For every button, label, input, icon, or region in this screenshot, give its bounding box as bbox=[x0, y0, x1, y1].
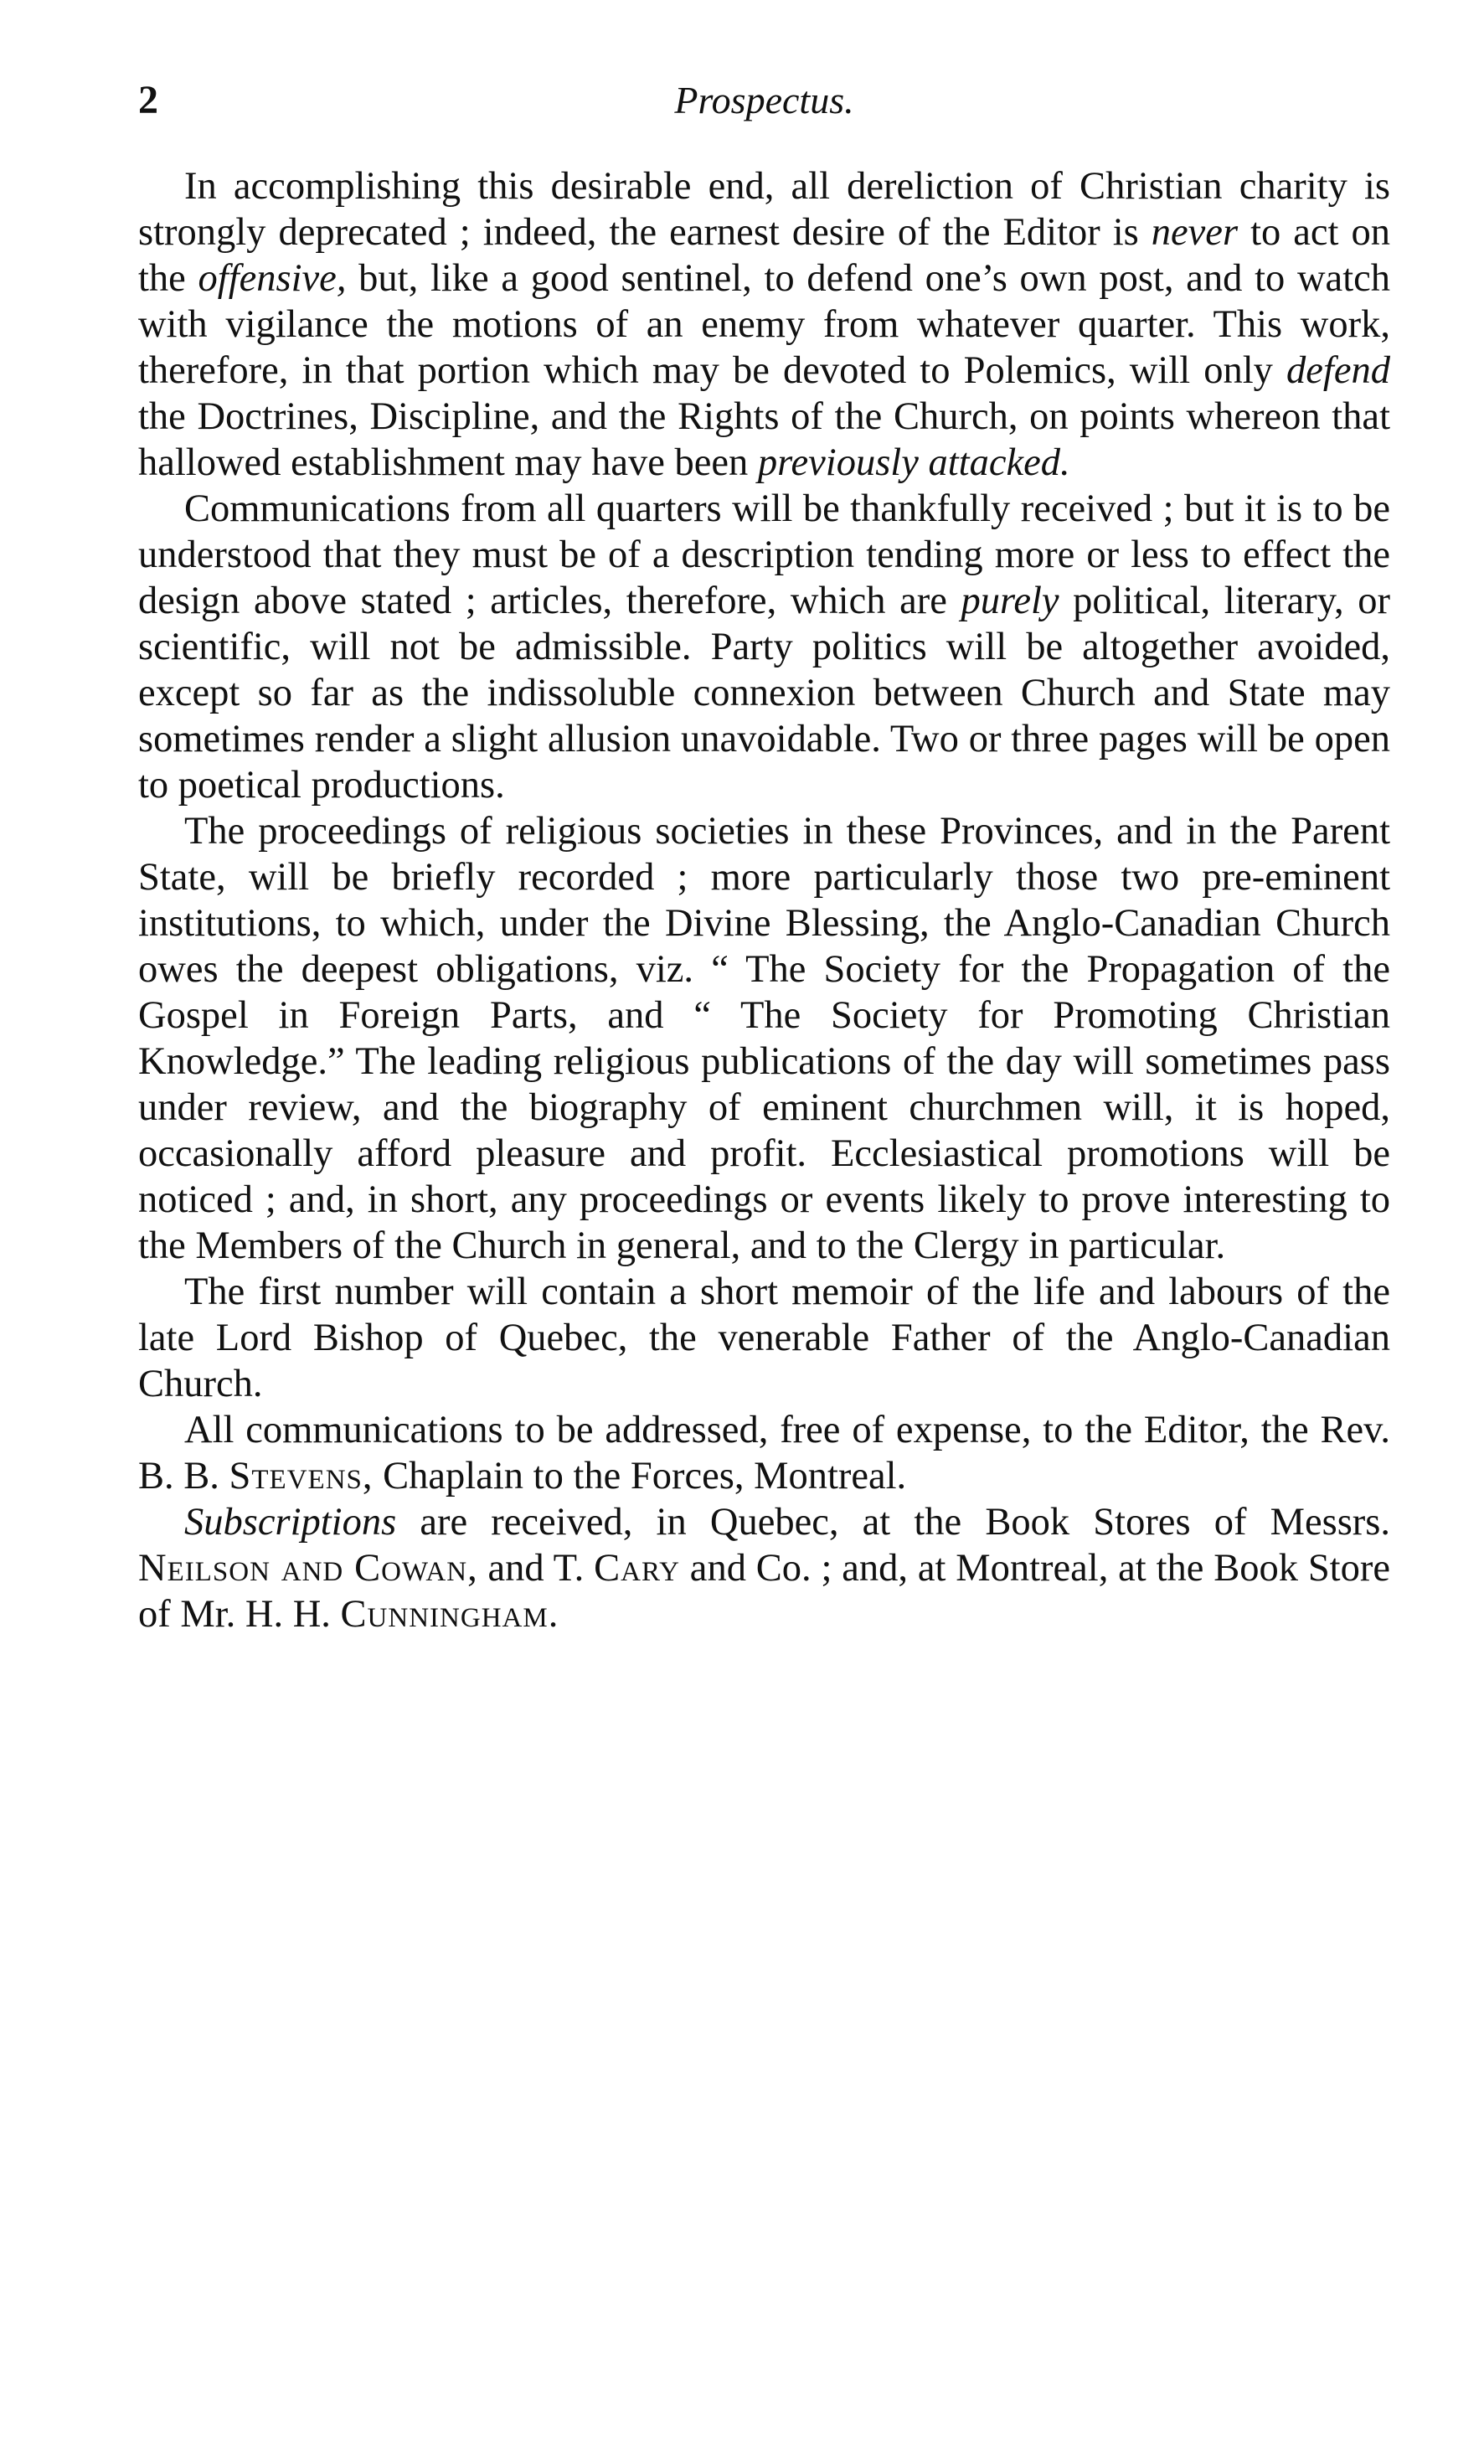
italic-text: Subscriptions bbox=[184, 1501, 397, 1544]
text-run: to act on the bbox=[138, 211, 1390, 300]
italic-text: defend bbox=[1286, 349, 1390, 392]
italic-text: never bbox=[1151, 211, 1239, 254]
paragraph-polemics bbox=[138, 163, 1390, 486]
paragraph-address bbox=[138, 1407, 1390, 1499]
text-run: the Doctrines, Discipline, and the Rights of the Church, on points whereon that hallowed establishment may have been bbox=[138, 395, 1390, 484]
italic-text: offensive, bbox=[198, 257, 347, 300]
name-text: Neilson and Cowan, bbox=[138, 1547, 478, 1590]
paragraph-communications bbox=[138, 486, 1390, 808]
paragraph-proceedings bbox=[138, 808, 1390, 1269]
page-number: 2 bbox=[138, 78, 158, 122]
italic-text: previously attacked. bbox=[757, 441, 1070, 484]
name-text: Cunningham. bbox=[340, 1593, 559, 1636]
text-run: but, like a good sentinel, to defend one’s own post, and to watch with vigilance the motions of an enemy from whatever quarter. This work, therefore, in that portion which may be devoted to Polemics, will only bbox=[138, 257, 1391, 392]
text-run: Chaplain to the Forces, Montreal. bbox=[373, 1455, 907, 1497]
text-run: The first number will contain a short memoir of the life and labours of the late Lord Bishop of Quebec, the venerable Father of the Anglo-Canadian Church. bbox=[138, 1271, 1390, 1405]
text-run: political, literary, or scientific, will not be admissible. Party politics will be altogether avoided, except so far as the indissoluble connexion between Church and State may sometimes render a slight allusion unavoidable. Two or three pages will be open to poetical productions. bbox=[138, 580, 1390, 807]
italic-text: purely bbox=[961, 580, 1059, 622]
text-run: Communications from all quarters will be thankfully received ; but it is to be understood that they must be of a description tending more or less to effect the design above stated ; articles, therefore, which are bbox=[138, 487, 1390, 622]
text-run: In accomplishing this desirable end, all dereliction of Christian charity is strongly deprecated ; indeed, the earnest desire of the Editor is bbox=[138, 165, 1390, 254]
paragraph-first-number bbox=[138, 1269, 1390, 1407]
running-title: Prospectus. bbox=[674, 79, 854, 121]
name-text: Cary bbox=[594, 1547, 680, 1590]
name-text: Stevens, bbox=[229, 1455, 374, 1497]
text-run: and T. bbox=[477, 1547, 595, 1590]
text-run: All communications to be addressed, free of expense, to the Editor, the Rev. B. B. bbox=[138, 1409, 1390, 1497]
paragraph-subscriptions bbox=[138, 1499, 1390, 1637]
page-header bbox=[138, 77, 1390, 136]
text-run: are received, in Quebec, at the Book Stores of Messrs. bbox=[396, 1501, 1390, 1544]
text-run: The proceedings of religious societies in these Provinces, and in the Parent State, will be briefly recorded ; more particularly those two pre-eminent institutions, to which, under the Divine Blessing, the Anglo-Canadian Church owes the deepest obligations, viz. “ The Society for the Propagation of the Gospel in Foreign Parts, and “ The Society for Promoting Christian Knowledge.” The leading religious publications of the day will sometimes pass under review, and the biography of eminent churchmen will, it is hoped, occasionally afford pleasure and profit. Ecclesiastical promotions will be noticed ; and, in short, any proceedings or events likely to prove interesting to the Members of the Church in general, and to the Clergy in particular. bbox=[138, 810, 1390, 1267]
text-run: and Co. ; and, at Montreal, at the Book Store of Mr. H. H. bbox=[138, 1547, 1390, 1636]
prospectus-body bbox=[138, 163, 1390, 1637]
